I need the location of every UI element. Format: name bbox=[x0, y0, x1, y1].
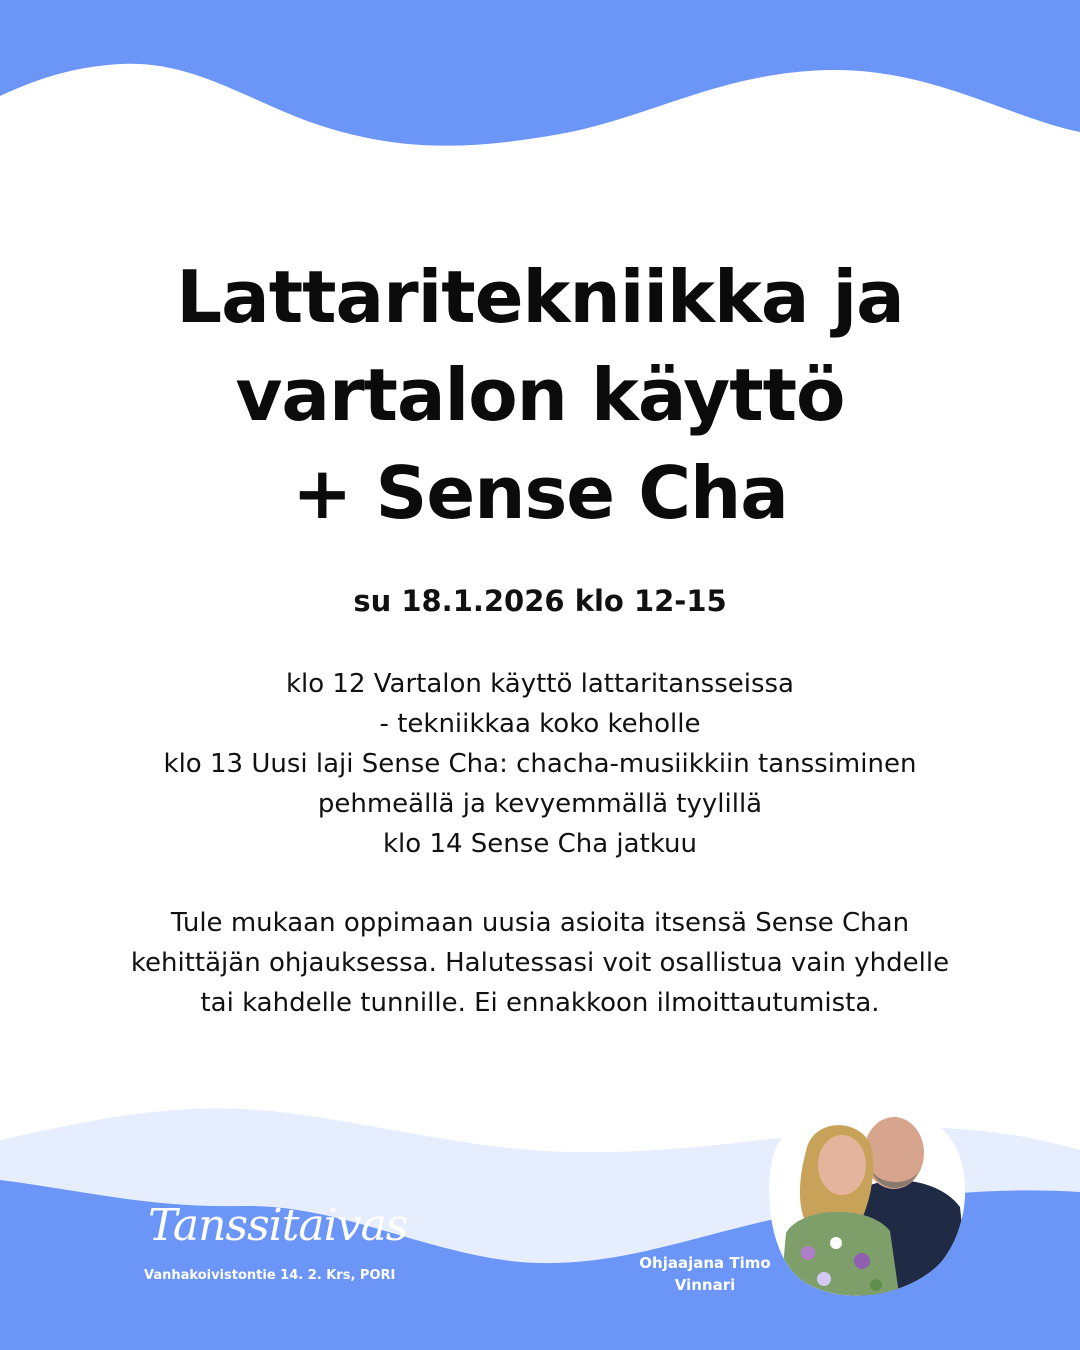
title-line: Lattaritekniikka ja bbox=[176, 255, 904, 339]
top-wave bbox=[0, 0, 1080, 146]
description bbox=[0, 903, 1080, 1023]
address: Vanhakoivistontie 14. 2. Krs, PORI bbox=[144, 1268, 396, 1283]
description-line: tai kahdelle tunnille. Ei ennakkoon ilmoittautumista. bbox=[200, 988, 880, 1018]
description-line: kehittäjän ohjauksessa. Halutessasi voit osallistua vain yhdelle bbox=[130, 948, 950, 978]
instructor-caption bbox=[630, 1252, 780, 1296]
schedule-line: klo 12 Vartalon käyttö lattaritansseissa bbox=[285, 669, 794, 699]
schedule-line: - tekniikkaa koko keholle bbox=[379, 709, 701, 739]
schedule-line: pehmeällä ja kevyemmällä tyylillä bbox=[317, 789, 763, 819]
title-line: vartalon käyttö bbox=[235, 353, 845, 437]
tanssitaivas-logo: Tanssitaivas bbox=[148, 1200, 408, 1251]
description-line: Tule mukaan oppimaan uusia asioita itsensä Sense Chan bbox=[170, 908, 910, 938]
schedule-line: klo 14 Sense Cha jatkuu bbox=[383, 829, 697, 859]
event-title bbox=[0, 248, 1080, 542]
caption-line: Vinnari bbox=[674, 1276, 736, 1294]
event-date: su 18.1.2026 klo 12-15 bbox=[353, 584, 727, 618]
instructor-photo bbox=[766, 1103, 970, 1301]
title-line: + Sense Cha bbox=[292, 451, 788, 535]
schedule bbox=[0, 664, 1080, 864]
caption-line: Ohjaajana Timo bbox=[639, 1254, 771, 1272]
schedule-line: klo 13 Uusi laji Sense Cha: chacha-musiikkiin tanssiminen bbox=[163, 749, 917, 779]
